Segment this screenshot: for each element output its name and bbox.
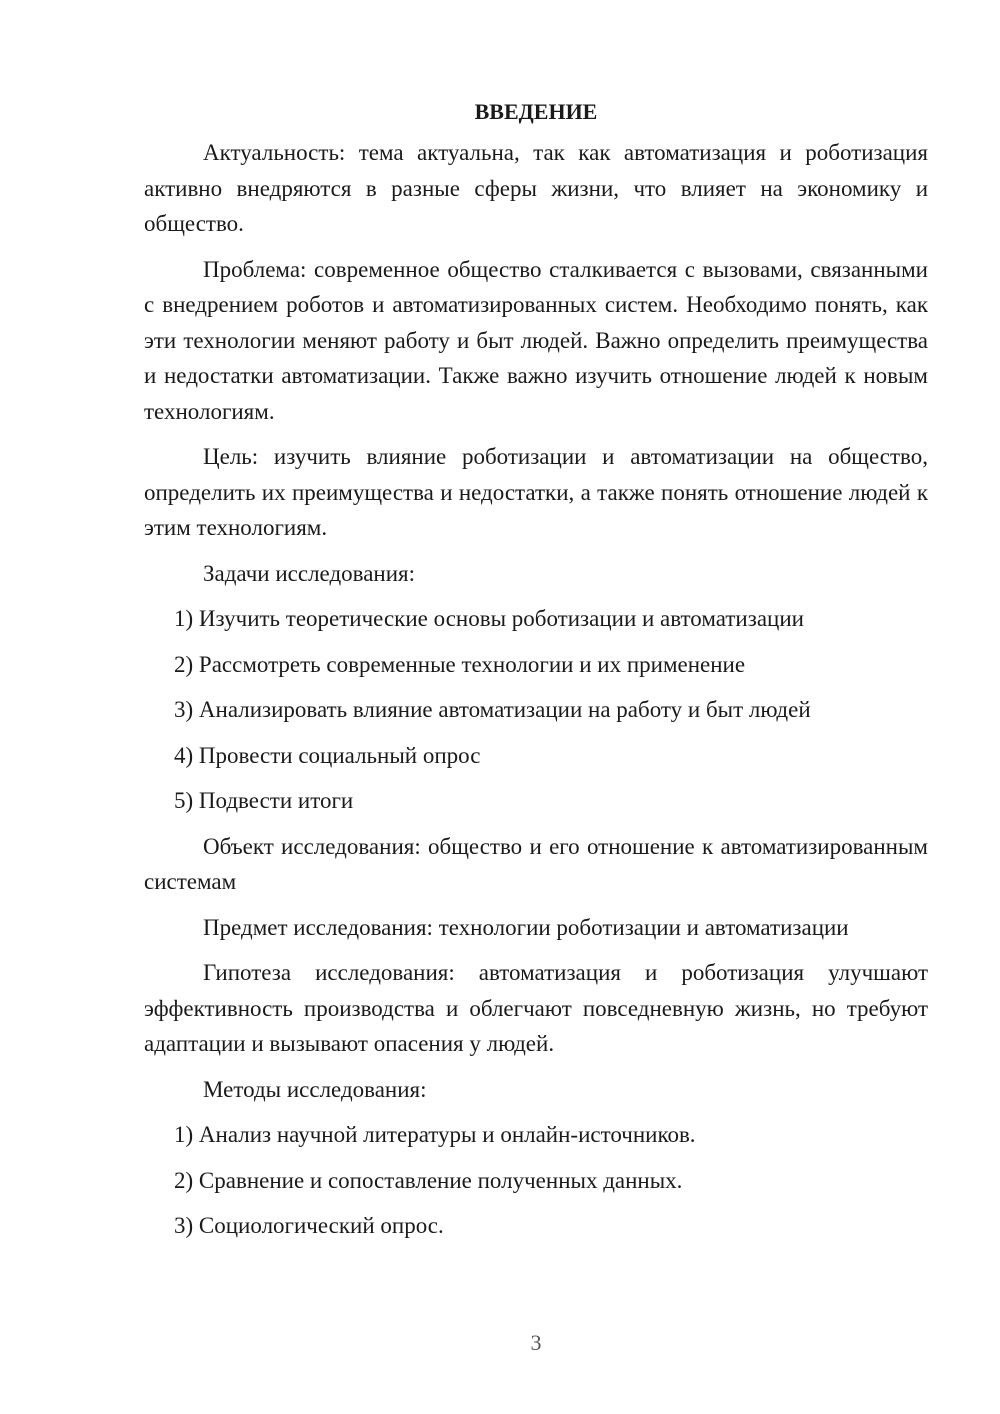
hypothesis-paragraph: Гипотеза исследования: автоматизация и роботизация улучшают эффективность производства и облегчают повседневную жизнь, но требуют адаптации и вызывают опасения у людей. (144, 960, 928, 1056)
page-title: ВВЕДЕНИЕ (474, 99, 598, 124)
task-item: 3) Анализировать влияние автоматизации на работу и быт людей (174, 697, 811, 722)
page-number: 3 (530, 1330, 542, 1355)
method-item: 3) Социологический опрос. (174, 1213, 444, 1238)
goal-paragraph: Цель: изучить влияние роботизации и автоматизации на общество, определить их преимущества и недостатки, а также понять отношение людей к этим технологиям. (144, 444, 928, 540)
relevance-paragraph: Актуальность: тема актуальна, так как автоматизация и роботизация активно внедряются в разные сферы жизни, что влияет на экономику и общество. (144, 140, 928, 236)
methods-heading: Методы исследования: (203, 1076, 427, 1102)
tasks-heading: Задачи исследования: (203, 560, 416, 586)
problem-paragraph: Проблема: современное общество сталкивается с вызовами, связанными с внедрением роботов и автоматизированных систем. Необходимо понять, как эти технологии меняют работу и быт людей. Важно определить преимущества и недостатки автоматизации. Также важно изучить отношение людей к новым технологиям. (144, 256, 928, 424)
subject-paragraph: Предмет исследования: технологии роботизации и автоматизации (203, 914, 849, 940)
task-item: 2) Рассмотреть современные технологии и их применение (174, 651, 746, 677)
method-item: 1) Анализ научной литературы и онлайн-источников. (174, 1122, 696, 1147)
task-item: 5) Подвести итоги (174, 788, 354, 813)
task-item: 4) Провести социальный опрос (174, 742, 481, 768)
object-paragraph: Объект исследования: общество и его отношение к автоматизированным системам (144, 833, 928, 894)
document-body (144, 96, 928, 1254)
method-item: 2) Сравнение и сопоставление полученных данных. (174, 1167, 683, 1193)
task-item: 1) Изучить теоретические основы роботизации и автоматизации (174, 606, 804, 631)
